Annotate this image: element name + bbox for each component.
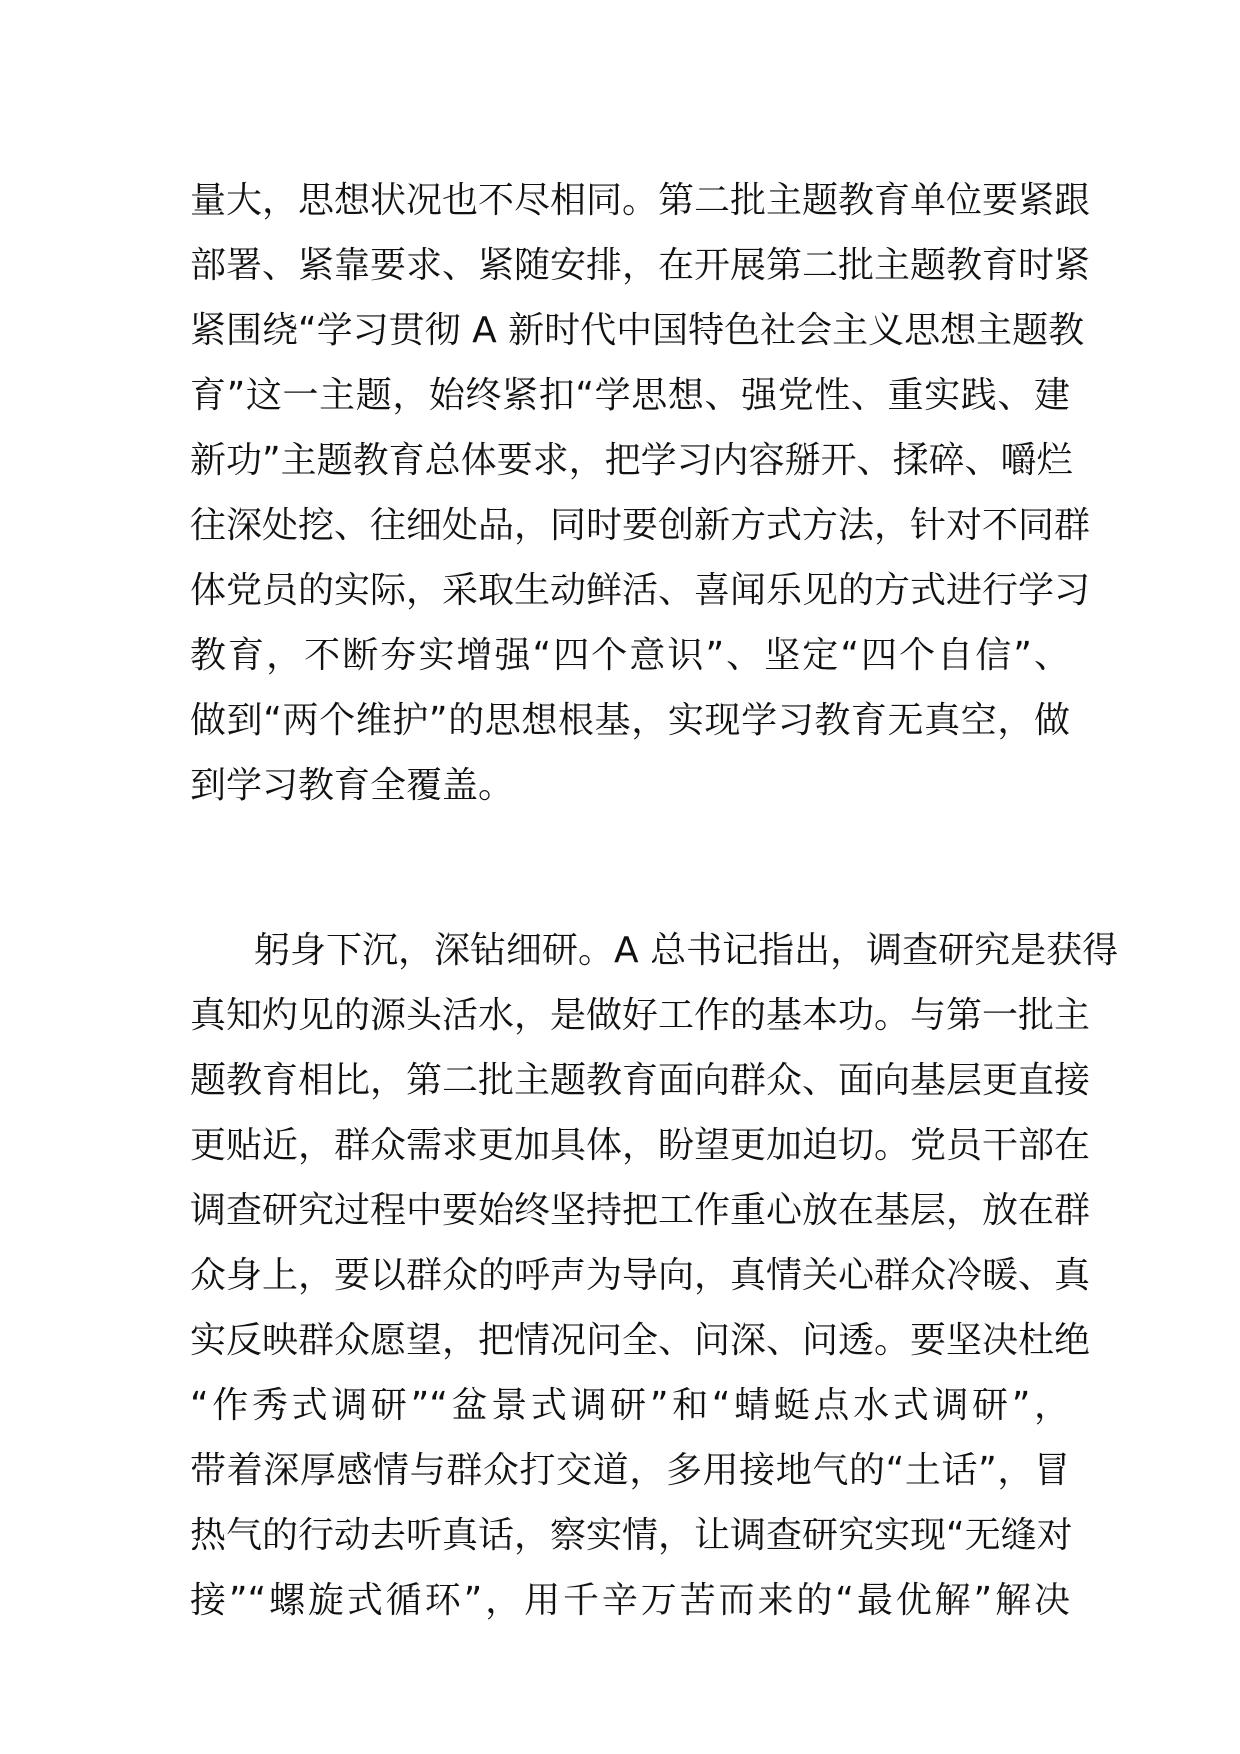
- text-line: 量大，思想状况也不尽相同。第二批主题教育单位要紧跟: [190, 180, 1091, 221]
- text-line: 往深处挖、往细处品，同时要创新方式方法，针对不同群: [190, 505, 1091, 546]
- text-line: 新功”主题教育总体要求，把学习内容掰开、揉碎、嚼烂: [190, 440, 1073, 481]
- text-line: 调查研究过程中要始终坚持把工作重心放在基层，放在群: [190, 1190, 1091, 1231]
- text-line: 更贴近，群众需求更加具体，盼望更加迫切。党员干部在: [190, 1125, 1091, 1166]
- text-line: 紧围绕“学习贯彻 A 新时代中国特色社会主义思想主题教: [190, 310, 1085, 351]
- text-line: 育”这一主题，始终紧扣“学思想、强党性、重实践、建: [190, 375, 1070, 416]
- text-line: 做到“两个维护”的思想根基，实现学习教育无真空，做: [190, 700, 1070, 741]
- text-line: 热气的行动去听真话，察实情，让调查研究实现“无缝对: [190, 1515, 1073, 1556]
- text-line: 躬身下沉，深钻细研。A 总书记指出，调查研究是获得: [254, 930, 1119, 971]
- text-line: 接”“螺旋式循环”，用千辛万苦而来的“最优解”解决: [190, 1580, 1070, 1621]
- text-line: 实反映群众愿望，把情况问全、问深、问透。要坚决杜绝: [190, 1320, 1091, 1361]
- text-line: 到学习教育全覆盖。: [190, 765, 515, 806]
- text-line: 题教育相比，第二批主题教育面向群众、面向基层更直接: [190, 1060, 1091, 1101]
- text-line: 带着深厚感情与群众打交道，多用接地气的“土话”，冒: [190, 1450, 1070, 1491]
- paragraph-1: [190, 168, 1091, 818]
- text-line: 教育，不断夯实增强“四个意识”、坚定“四个自信”、: [190, 635, 1070, 676]
- text-line: 部署、紧靠要求、紧随安排，在开展第二批主题教育时紧: [190, 245, 1091, 286]
- text-line: 真知灼见的源头活水，是做好工作的基本功。与第一批主: [190, 995, 1091, 1036]
- paragraph-spacer: [190, 818, 1070, 918]
- text-line: 体党员的实际，采取生动鲜活、喜闻乐见的方式进行学习: [190, 570, 1091, 611]
- document-body: [190, 168, 1119, 1633]
- text-line: “作秀式调研”“盆景式调研”和“蜻蜓点水式调研”，: [190, 1385, 1070, 1426]
- paragraph-2: [190, 918, 1119, 1633]
- text-line: 众身上，要以群众的呼声为导向，真情关心群众冷暖、真: [190, 1255, 1091, 1296]
